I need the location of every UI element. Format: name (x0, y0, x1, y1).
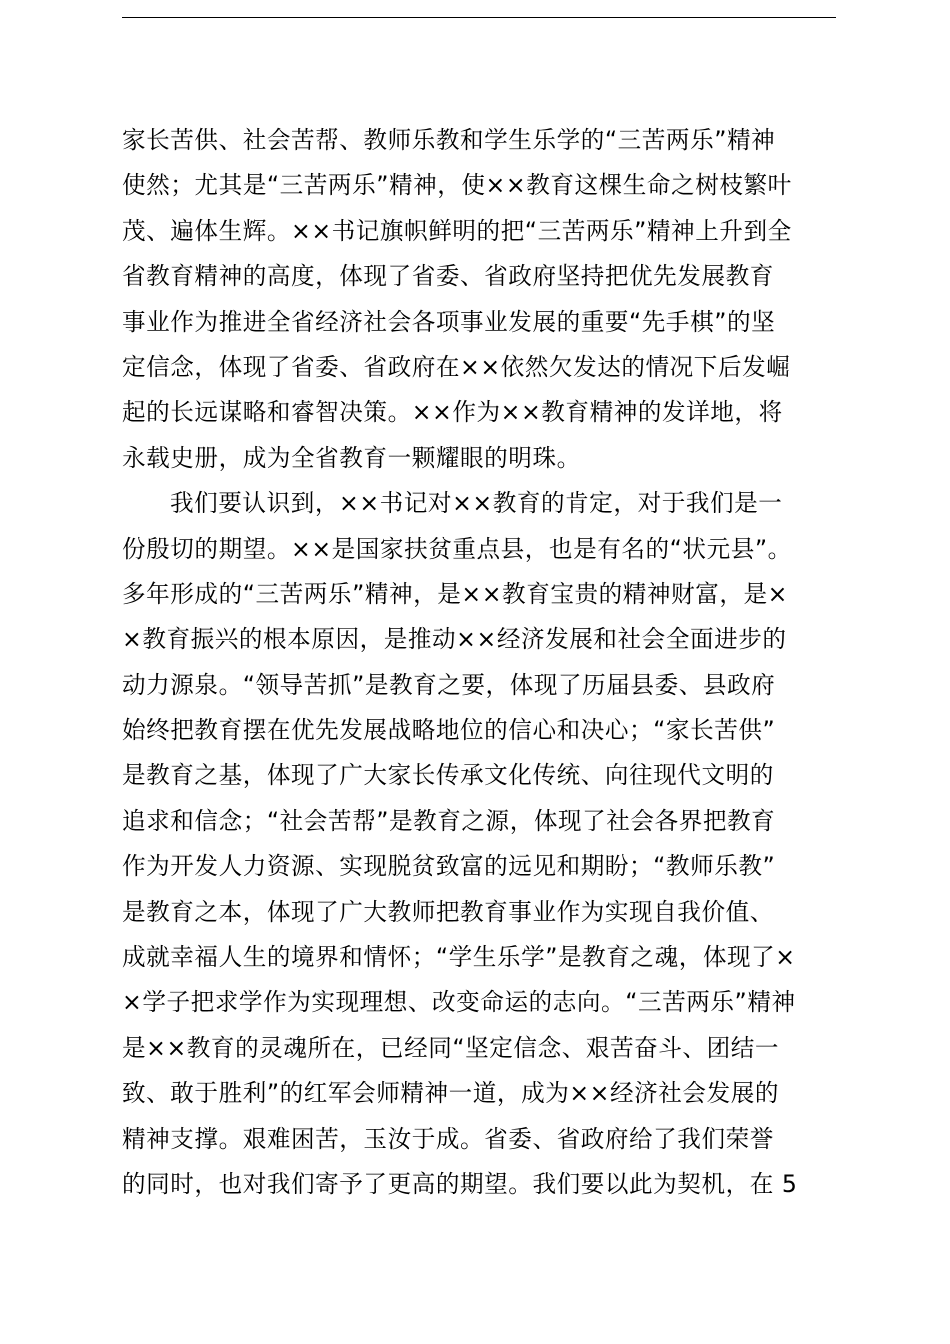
paragraph-line: 成就幸福人生的境界和情怀；“学生乐学”是教育之魂，体现了× (122, 943, 796, 972)
paragraph-line: ×教育振兴的根本原因，是推动××经济发展和社会全面进步的 (122, 625, 787, 654)
paragraph-line: 是教育之本，体现了广大教师把教育事业作为实现自我价值、 (122, 897, 774, 926)
paragraph-line: 我们要认识到，××书记对××教育的肯定，对于我们是一 (170, 489, 783, 518)
document-body (122, 118, 838, 1207)
paragraph-line: 是××教育的灵魂所在，已经同“坚定信念、艰苦奋斗、团结一 (122, 1033, 780, 1062)
paragraph-line: 茂、遍体生辉。××书记旗帜鲜明的把“三苦两乐”精神上升到全 (122, 216, 792, 245)
paragraph-line: 份殷切的期望。××是国家扶贫重点县，也是有名的“状元县”。 (122, 534, 792, 563)
paragraph-line: 家长苦供、社会苦帮、教师乐教和学生乐学的“三苦两乐”精神 (122, 126, 776, 154)
header-rule (122, 17, 836, 18)
paragraph-line: 使然；尤其是“三苦两乐”精神，使××教育这棵生命之树枝繁叶 (122, 171, 792, 200)
paragraph-line: 的同时，也对我们寄予了更高的期望。我们要以此为契机，在 5 (122, 1169, 798, 1198)
paragraph-line: 追求和信念；“社会苦帮”是教育之源，体现了社会各界把教育 (122, 806, 776, 835)
paragraph-line: 多年形成的“三苦两乐”精神，是××教育宝贵的精神财富，是× (122, 579, 788, 608)
paragraph-line: 致、敢于胜利”的红军会师精神一道，成为××经济社会发展的 (122, 1079, 780, 1108)
paragraph-1 (122, 118, 838, 481)
paragraph-line: 动力源泉。“领导苦抓”是教育之要，体现了历届县委、县政府 (122, 670, 776, 699)
paragraph-line: 起的长远谋略和睿智决策。××作为××教育精神的发详地，将 (122, 398, 783, 427)
paragraph-line: 永载史册，成为全省教育一颗耀眼的明珠。 (122, 443, 581, 472)
paragraph-line: ×学子把求学作为实现理想、改变命运的志向。“三苦两乐”精神 (122, 988, 796, 1017)
paragraph-line: 作为开发人力资源、实现脱贫致富的远见和期盼；“教师乐教” (122, 852, 776, 881)
paragraph-line: 精神支撑。艰难困苦，玉汝于成。省委、省政府给了我们荣誉 (122, 1124, 774, 1153)
paragraph-2 (122, 481, 838, 1207)
paragraph-line: 是教育之基，体现了广大家长传承文化传统、向往现代文明的 (122, 761, 774, 790)
paragraph-line: 事业作为推进全省经济社会各项事业发展的重要“先手棋”的坚 (122, 307, 776, 336)
paragraph-line: 定信念，体现了省委、省政府在××依然欠发达的情况下后发崛 (122, 352, 791, 381)
paragraph-line: 省教育精神的高度，体现了省委、省政府坚持把优先发展教育 (122, 262, 774, 291)
paragraph-line: 始终把教育摆在优先发展战略地位的信心和决心；“家长苦供” (122, 716, 776, 745)
